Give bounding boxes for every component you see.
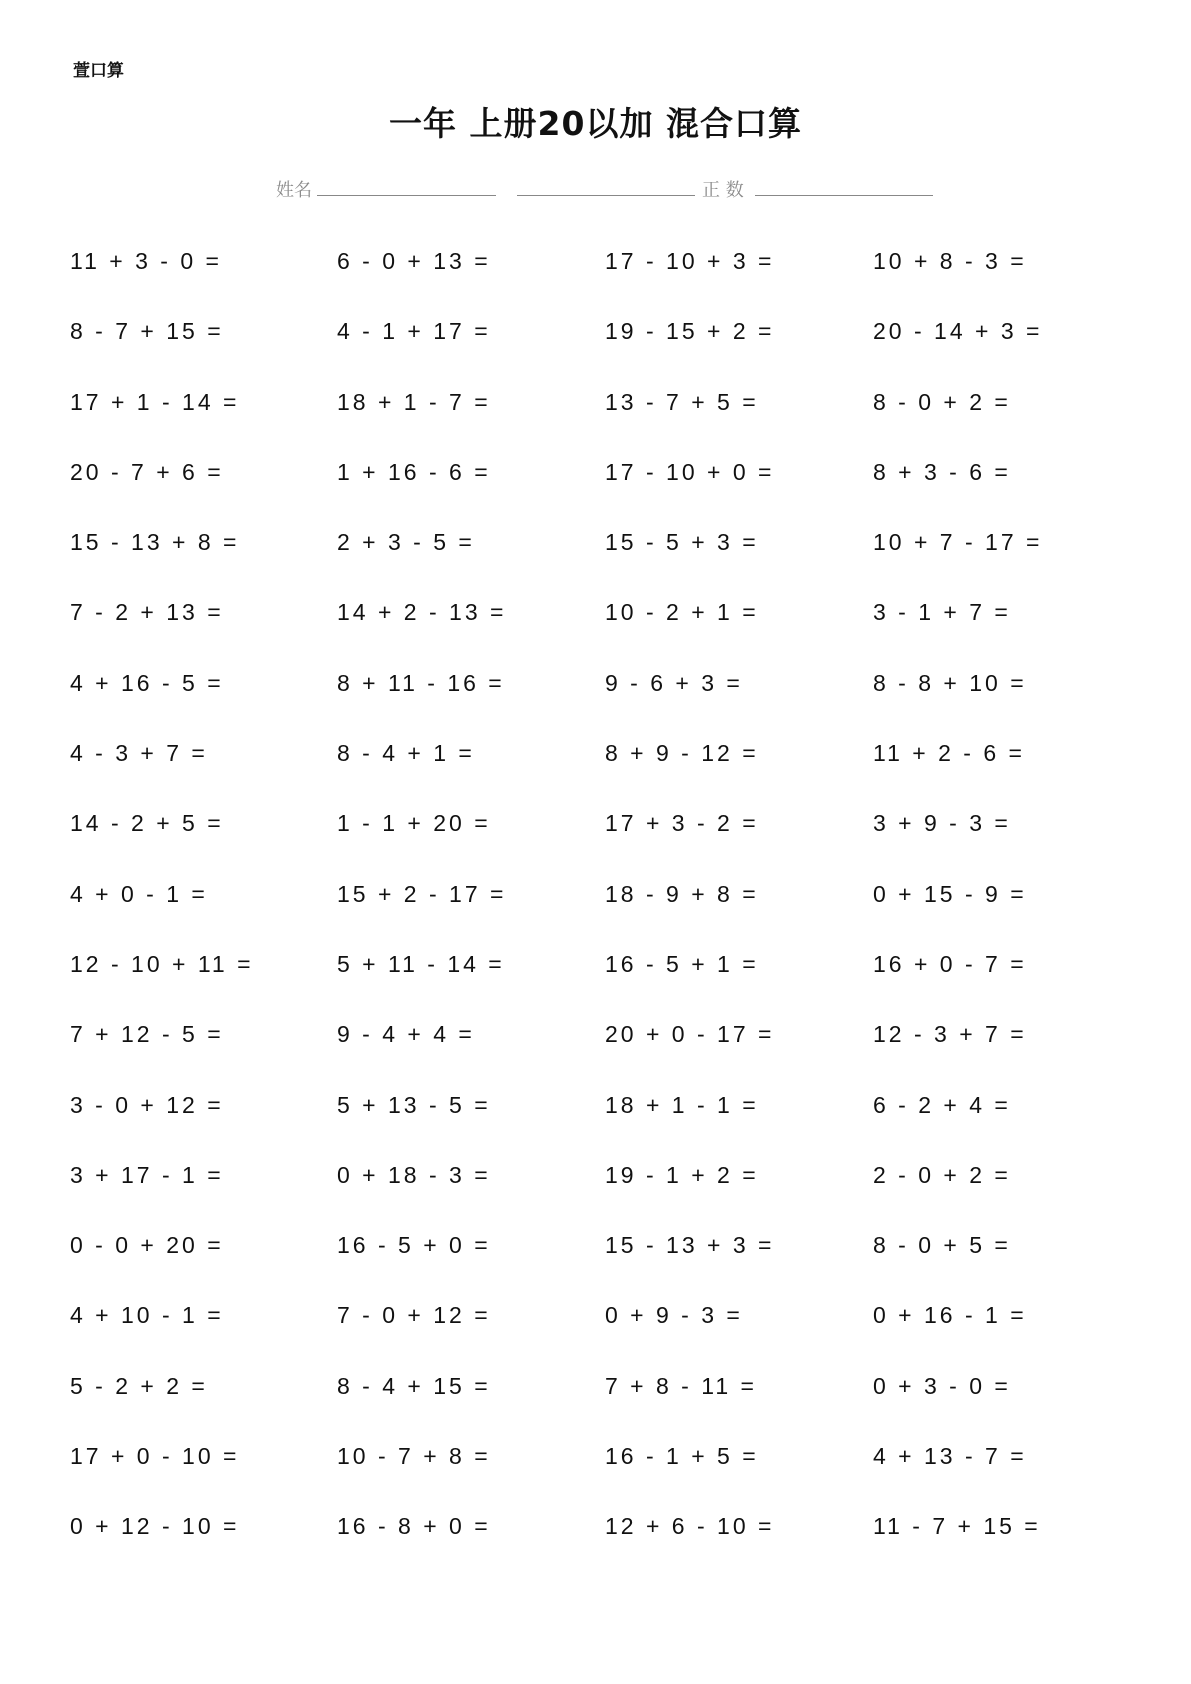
math-problem: 4 - 3 + 7 = bbox=[70, 740, 208, 767]
math-problem: 10 + 7 - 17 = bbox=[873, 529, 1043, 556]
math-problem: 18 + 1 - 1 = bbox=[605, 1091, 759, 1118]
math-problem: 11 + 2 - 6 = bbox=[873, 740, 1025, 767]
math-problem: 8 + 3 - 6 = bbox=[873, 458, 1011, 485]
math-problem: 17 + 3 - 2 = bbox=[605, 810, 759, 837]
problem-row bbox=[70, 670, 1140, 740]
math-problem: 5 + 11 - 14 = bbox=[337, 950, 505, 977]
math-problem: 0 + 12 - 10 = bbox=[70, 1513, 240, 1540]
problem-row bbox=[70, 881, 1140, 951]
math-problem: 12 + 6 - 10 = bbox=[605, 1513, 775, 1540]
math-problem: 14 - 2 + 5 = bbox=[70, 810, 224, 837]
math-problem: 6 - 0 + 13 = bbox=[337, 248, 491, 274]
math-problem: 7 + 12 - 5 = bbox=[70, 1021, 224, 1048]
name-label: 姓名 bbox=[276, 180, 312, 201]
problem-row bbox=[70, 529, 1140, 599]
math-problem: 0 + 16 - 1 = bbox=[873, 1302, 1027, 1329]
problem-row bbox=[70, 1021, 1140, 1091]
math-problem: 18 + 1 - 7 = bbox=[337, 388, 491, 415]
math-problem: 17 + 1 - 14 = bbox=[70, 388, 240, 415]
math-problem: 17 - 10 + 0 = bbox=[605, 458, 775, 485]
problem-row bbox=[70, 248, 1140, 318]
math-problem: 4 + 16 - 5 = bbox=[70, 669, 224, 696]
problem-row bbox=[70, 1373, 1140, 1443]
problem-row bbox=[70, 1443, 1140, 1513]
math-problem: 19 - 1 + 2 = bbox=[605, 1161, 759, 1188]
math-problem: 11 + 3 - 0 = bbox=[70, 248, 222, 274]
problem-row bbox=[70, 951, 1140, 1021]
math-problem: 16 - 5 + 1 = bbox=[605, 950, 759, 977]
problem-row bbox=[70, 1092, 1140, 1162]
problem-row bbox=[70, 810, 1140, 880]
math-problem: 10 - 7 + 8 = bbox=[337, 1443, 491, 1470]
math-problem: 0 + 3 - 0 = bbox=[873, 1372, 1011, 1399]
math-problem: 8 - 7 + 15 = bbox=[70, 318, 224, 345]
math-problem: 3 + 9 - 3 = bbox=[873, 810, 1011, 837]
math-problem: 7 - 2 + 13 = bbox=[70, 599, 224, 626]
problem-row bbox=[70, 599, 1140, 669]
page-title: 一年 上册20以加 混合口算 bbox=[389, 104, 802, 143]
math-problem: 8 - 8 + 10 = bbox=[873, 669, 1027, 696]
math-problem: 15 + 2 - 17 = bbox=[337, 880, 507, 907]
math-problem: 0 - 0 + 20 = bbox=[70, 1232, 224, 1259]
math-problem: 4 + 13 - 7 = bbox=[873, 1443, 1027, 1470]
math-problem: 0 + 15 - 9 = bbox=[873, 880, 1027, 907]
math-problem: 20 + 0 - 17 = bbox=[605, 1021, 775, 1048]
math-problem: 8 - 0 + 5 = bbox=[873, 1232, 1011, 1259]
problem-row bbox=[70, 389, 1140, 459]
header-tag: 萱口算 bbox=[73, 61, 124, 81]
math-problem: 4 + 10 - 1 = bbox=[70, 1302, 224, 1329]
math-problem: 2 - 0 + 2 = bbox=[873, 1161, 1011, 1188]
math-problem: 20 - 7 + 6 = bbox=[70, 458, 224, 485]
math-problem: 8 - 4 + 15 = bbox=[337, 1372, 491, 1399]
math-problem: 18 - 9 + 8 = bbox=[605, 880, 759, 907]
math-problem: 10 - 2 + 1 = bbox=[605, 599, 759, 626]
score-line[interactable] bbox=[755, 195, 933, 196]
problem-grid bbox=[70, 248, 1140, 1584]
middle-line[interactable] bbox=[517, 195, 695, 196]
math-problem: 14 + 2 - 13 = bbox=[337, 599, 507, 626]
math-problem: 9 - 4 + 4 = bbox=[337, 1021, 475, 1048]
score-label: 正 数 bbox=[702, 180, 744, 201]
math-problem: 1 + 16 - 6 = bbox=[337, 458, 491, 485]
math-problem: 3 - 0 + 12 = bbox=[70, 1091, 224, 1118]
math-problem: 4 + 0 - 1 = bbox=[70, 880, 208, 907]
info-row bbox=[0, 176, 1191, 206]
math-problem: 19 - 15 + 2 = bbox=[605, 318, 775, 345]
problem-row bbox=[70, 1513, 1140, 1583]
math-problem: 12 - 10 + 11 = bbox=[70, 950, 254, 977]
problem-row bbox=[70, 1302, 1140, 1372]
math-problem: 15 - 5 + 3 = bbox=[605, 529, 759, 556]
math-problem: 9 - 6 + 3 = bbox=[605, 669, 743, 696]
math-problem: 3 - 1 + 7 = bbox=[873, 599, 1011, 626]
math-problem: 5 + 13 - 5 = bbox=[337, 1091, 491, 1118]
math-problem: 1 - 1 + 20 = bbox=[337, 810, 491, 837]
math-problem: 16 - 5 + 0 = bbox=[337, 1232, 491, 1259]
math-problem: 15 - 13 + 8 = bbox=[70, 529, 240, 556]
math-problem: 10 + 8 - 3 = bbox=[873, 248, 1027, 274]
math-problem: 16 - 1 + 5 = bbox=[605, 1443, 759, 1470]
math-problem: 5 - 2 + 2 = bbox=[70, 1372, 208, 1399]
problem-row bbox=[70, 740, 1140, 810]
math-problem: 2 + 3 - 5 = bbox=[337, 529, 475, 556]
math-problem: 8 + 11 - 16 = bbox=[337, 669, 505, 696]
math-problem: 17 + 0 - 10 = bbox=[70, 1443, 240, 1470]
math-problem: 7 + 8 - 11 = bbox=[605, 1372, 757, 1399]
name-line[interactable] bbox=[317, 195, 496, 196]
problem-row bbox=[70, 1162, 1140, 1232]
math-problem: 3 + 17 - 1 = bbox=[70, 1161, 224, 1188]
math-problem: 11 - 7 + 15 = bbox=[873, 1513, 1041, 1540]
math-problem: 13 - 7 + 5 = bbox=[605, 388, 759, 415]
math-problem: 12 - 3 + 7 = bbox=[873, 1021, 1027, 1048]
math-problem: 17 - 10 + 3 = bbox=[605, 248, 775, 274]
problem-row bbox=[70, 318, 1140, 388]
math-problem: 7 - 0 + 12 = bbox=[337, 1302, 491, 1329]
math-problem: 8 - 4 + 1 = bbox=[337, 740, 475, 767]
math-problem: 6 - 2 + 4 = bbox=[873, 1091, 1011, 1118]
problem-row bbox=[70, 459, 1140, 529]
math-problem: 16 + 0 - 7 = bbox=[873, 950, 1027, 977]
math-problem: 0 + 9 - 3 = bbox=[605, 1302, 743, 1329]
math-problem: 15 - 13 + 3 = bbox=[605, 1232, 775, 1259]
math-problem: 0 + 18 - 3 = bbox=[337, 1161, 491, 1188]
math-problem: 8 + 9 - 12 = bbox=[605, 740, 759, 767]
math-problem: 16 - 8 + 0 = bbox=[337, 1513, 491, 1540]
math-problem: 20 - 14 + 3 = bbox=[873, 318, 1043, 345]
math-problem: 8 - 0 + 2 = bbox=[873, 388, 1011, 415]
math-problem: 4 - 1 + 17 = bbox=[337, 318, 491, 345]
problem-row bbox=[70, 1232, 1140, 1302]
